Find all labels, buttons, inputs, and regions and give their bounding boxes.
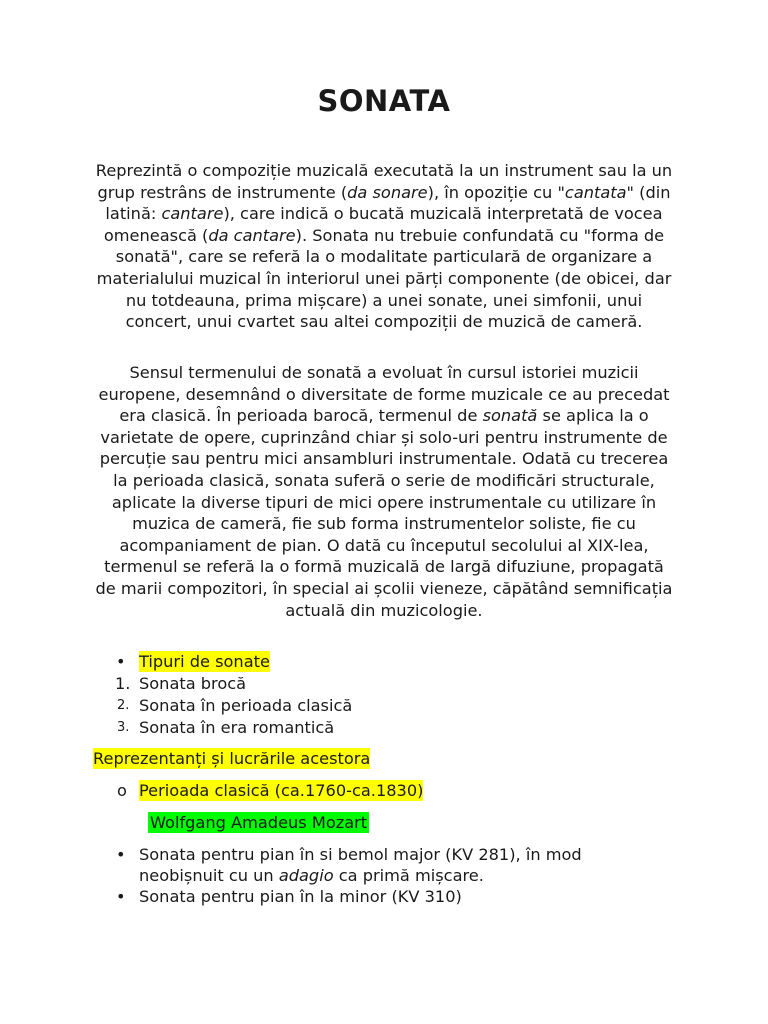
bullet-marker: • (116, 845, 126, 864)
bullet-marker: • (116, 887, 126, 906)
list-item: Sonata brocă (139, 674, 247, 693)
composer-name: Wolfgang Amadeus Mozart (150, 813, 368, 832)
text-run-italic: adagio (278, 866, 334, 885)
text-run-italic: cantata (564, 182, 627, 202)
bullet-marker: • (116, 652, 126, 671)
text-run: ), în opoziție cu " (427, 182, 565, 202)
text-run: se aplica la o varietate de opere, cuprinzând chiar și solo-uri pentru instrumente de percuție sau pentru mici ansambluri instrumentale. Odată cu trecerea la perioada clasică, sonata suferă o serie de modificări structurale, aplicate la diverse tipuri de mici opere instrumentale cu utilizare în muzica de cameră, fie sub forma instrumentelor soliste, fie cu acompaniament de pian. O dată cu începutul secolului al XIX-lea, termenul se referă la o formă muzicală de largă difuziune, propagată de marii compozitori, în special ai școlii vieneze, căpătând semnificația actuală din muzicologie. (95, 406, 673, 620)
list-number: 3. (117, 720, 130, 735)
text-run: Reprezintă o compoziție muzicală executată la un instrument sau la un grup restrâns de instrumente ( (95, 161, 673, 202)
page-title: SONATA (317, 84, 451, 118)
text-run-italic: da sonare (347, 182, 428, 202)
text-run-italic: cantare (161, 204, 224, 224)
work-item: Sonata pentru pian în la minor (KV 310) (139, 887, 462, 906)
text-run: Sensul termenului de sonată a evoluat în cursul istoriei muzicii europene, desemnând o diversitate de forme muzicale ce au precedat era clasică. În perioada barocă, termenul de (98, 363, 670, 426)
list-item: Sonata în era romantică (139, 718, 335, 737)
text-run: ), care indică o bucată muzicală interpretată de vocea omenească ( (103, 204, 663, 245)
period-label: Perioada clasică (ca.1760-ca.1830) (139, 781, 424, 800)
circle-bullet-marker: o (117, 781, 127, 800)
representatives-heading: Reprezentanți și lucrările acestora (93, 749, 371, 768)
list-number: 1. (115, 674, 131, 693)
text-run: Sonata pentru pian în si bemol major (KV 281), în mod neobișnuit cu un (139, 845, 582, 885)
text-run-italic: da cantare (208, 225, 296, 245)
work-item (139, 844, 659, 886)
text-run: " (din latină: (105, 182, 671, 224)
text-run-italic: sonată (482, 406, 538, 426)
list-number: 2. (117, 698, 130, 713)
history-paragraph (92, 362, 676, 621)
text-run: ). Sonata nu trebuie confundată cu "forma de sonată", care se referă la o modalitate particulară de organizare a materialului muzical în interiorul unei părți componente (de obicei, dar nu totdeauna, prima mișcare) a unei sonate, unei simfonii, unui concert, unui cvartet sau altei compoziții de muzică de cameră. (96, 225, 672, 332)
types-list-header: Tipuri de sonate (139, 652, 270, 671)
text-run: ca primă mișcare. (333, 866, 484, 885)
list-item: Sonata în perioada clasică (139, 696, 353, 715)
intro-paragraph (92, 160, 676, 333)
